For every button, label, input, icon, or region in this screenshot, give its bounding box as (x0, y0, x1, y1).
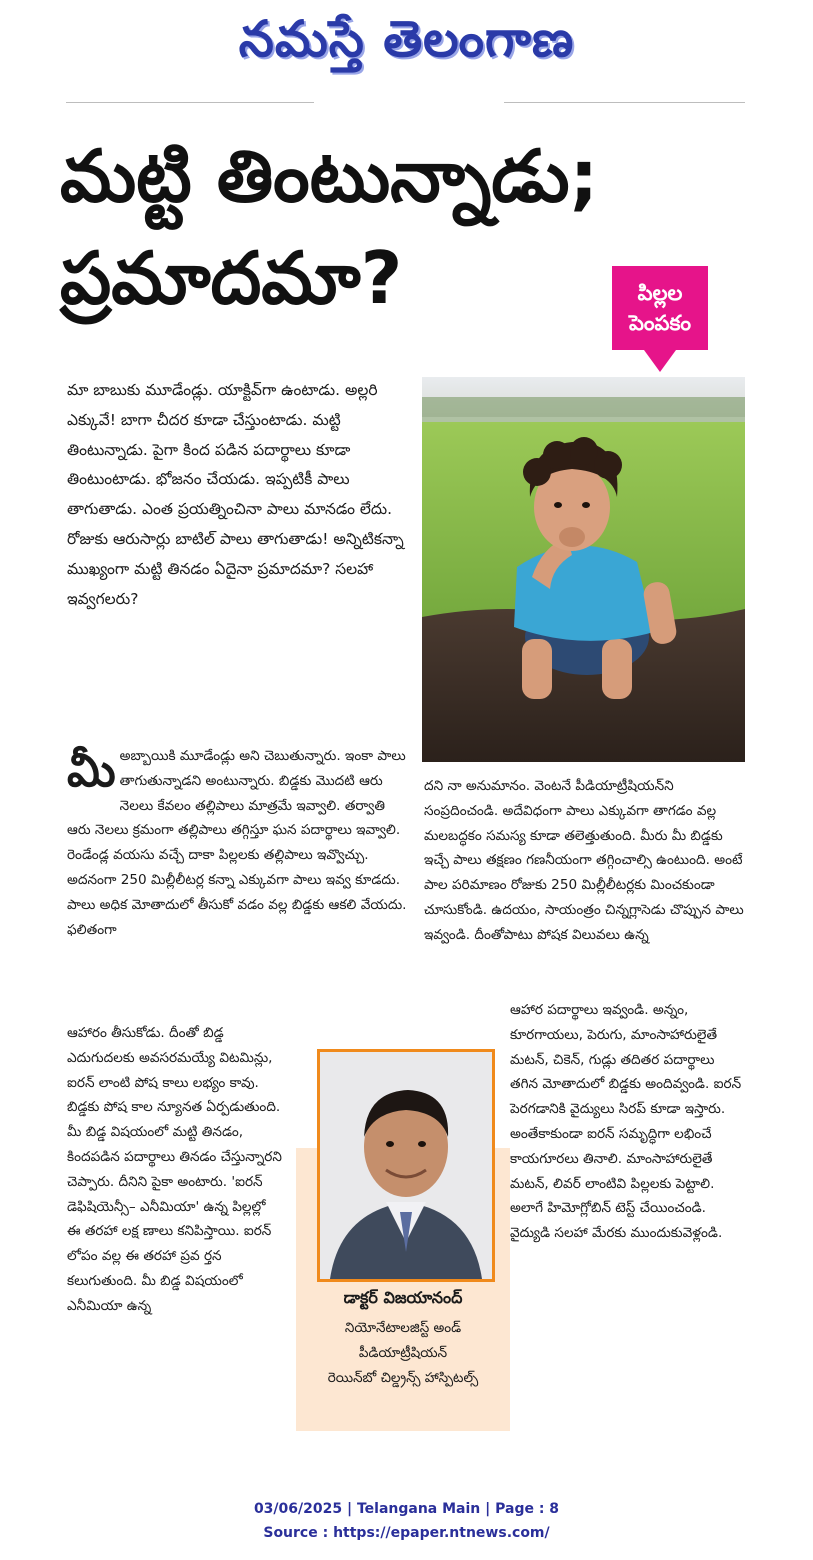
section-tag-pointer (644, 350, 676, 372)
answer-col2-part2: ఆహార పదార్థాలు ఇవ్వండి. అన్నం, కూరగాయలు, పెరుగు, మాంసాహారులైతే మటన్, చికెన్, గుడ్లు తదితర పదార్థాలు తగిన మోతాదులో బిడ్డకు అందివ్వండి. ఐరన్ పెరగడానికి వైద్యులు సిరప్ కూడా ఇస్తారు. అంతేకాకుండా ఐరన్ సమృద్ధిగా లభించే కాయగూరలు తినాలి. మాంసాహారులైతే మటన్, లివర్ లాంటివి పిల్లలకు పెట్టాలి. అలాగే హిమోగ్లోబిన్ టెస్ట్ చేయించండి. వైద్యుడి సలహా మేరకు ముందుకువెళ్లండి. (510, 1002, 742, 1242)
answer-col1-part1: అబ్బాయికి మూడేండ్లు అని చెబుతున్నారు. ఇంకా పాలు తాగుతున్నాడని అంటున్నారు. బిడ్డకు మొదటి ఆరు నెలలు కేవలం తల్లిపాలు మాత్రమే ఇవ్వాలి. తర్వాతి ఆరు నెలలు క్రమంగా తల్లిపాలు తగ్గిస్తూ ఘన పదార్థాలు ఇవ్వాలి. రెండేండ్ల వయసు వచ్చే దాకా పిల్లలకు తల్లిపాలు ఇవ్వొచ్చు. అదనంగా 250 మిల్లీలీటర్ల కన్నా ఎక్కువగా పాలు ఇవ్వ కూడదు. పాలు అధిక మోతాదులో తీసుకో వడం వల్ల బిడ్డకు ఆకలి వేయదు. ఫలితంగా (67, 748, 407, 938)
answer-dropcap: మీ (67, 743, 116, 797)
edition-footer (0, 1497, 813, 1545)
doctor-title-1: నియోనేటాలజిస్ట్ అండ్ (344, 1320, 462, 1336)
answer-col2-part1: దని నా అనుమానం. వెంటనే పీడియాట్రీషియన్‌ని సంప్రదించండి. అదేవిధంగా పాలు ఎక్కువగా తాగడం వల్ల మలబద్ధకం సమస్య కూడా తలెత్తుతుంది. మీరు మీ బిడ్డకు ఇచ్చే పాలు తక్షణం గణనీయంగా తగ్గించాల్సి ఉంటుంది. అంటే పాల పరిమాణం రోజుకు 250 మిల్లీలీటర్లకు మించకుండా చూసుకోండి. ఉదయం, సాయంత్రం చిన్నగ్లాసెడు చొప్పున పాలు ఇవ్వండి. దీంతోపాటు పోషక విలువలు ఉన్న (424, 778, 744, 943)
child-photo-illustration (422, 377, 745, 762)
doctor-name: డాక్టర్ విజయానంద్ (343, 1288, 463, 1307)
reader-question: మా బాబుకు మూడేండ్లు. యాక్టివ్‌గా ఉంటాడు. అల్లరి ఎక్కువే! బాగా చీదర కూడా చేస్తుంటాడు. మట్టి తింటున్నాడు. పైగా కింద పడిన పదార్థాలు కూడా తింటుంటాడు. భోజనం చేయడు. ఇప్పటికీ పాలు తాగుతాడు. ఎంత ప్రయత్నించినా పాలు మానడం లేదు. రోజుకు ఆరుసార్లు బాటిల్ పాలు తాగుతాడు! అన్నిటికన్నా ముఖ్యంగా మట్టి తినడం ఏదైనా ప్రమాదమా? సలహా ఇవ్వగలరు? (67, 381, 404, 608)
headline-line-2: ప్రమాదమా? (60, 236, 403, 320)
headline-line-1: మట్టి తింటున్నాడు; (60, 134, 599, 218)
doctor-photo (317, 1049, 495, 1282)
answer-col1-part2: ఆహారం తీసుకోడు. దీంతో బిడ్డ ఎదుగుదలకు అవసరమయ్యే విటమిన్లు, ఐరన్ లాంటి పోష కాలు లభ్యం కావు. బిడ్డకు పోష కాల న్యూనత ఏర్పడుతుంది. మీ బిడ్డ విషయంలో మట్టి తినడం, కిందపడిన పదార్థాలు తినడం చేస్తున్నారని చెప్పారు. దీనిని పైకా అంటారు. 'ఐరన్ డెఫిషియెన్సీ– ఎనీమియా' ఉన్న పిల్లల్లో ఈ తరహా లక్ష ణాలు కనిపిస్తాయి. ఐరన్ లోపం వల్ల ఈ తరహా ప్రవ ర్తన కలుగుతుంది. మీ బిడ్డ విషయంలో ఎనీమియా ఉన్న (67, 1025, 282, 1314)
answer-intro (67, 744, 412, 942)
doctor-portrait (320, 1052, 492, 1279)
masthead-rule-right (504, 102, 745, 103)
masthead-rule-left (66, 102, 314, 103)
section-tag (612, 266, 708, 350)
child-eating-soil-photo (422, 377, 745, 762)
edition-date-page: 03/06/2025 | Telangana Main | Page : 8 (253, 1501, 560, 1517)
section-tag-line-1: పిల్లల (637, 281, 683, 305)
doctor-title-2: పీడియాట్రీషియన్ (358, 1345, 448, 1361)
section-tag-line-2: పెంపకం (628, 311, 692, 335)
doctor-credentials (296, 1316, 510, 1391)
doctor-title-3: రెయిన్‌బో చిల్డ్రన్స్ హాస్పిటల్స్ (327, 1370, 479, 1386)
newspaper-masthead: నమస్తే తెలంగాణ (238, 10, 575, 68)
edition-source-link[interactable]: Source : https://epaper.ntnews.com/ (263, 1525, 550, 1541)
article-headline (60, 125, 600, 329)
